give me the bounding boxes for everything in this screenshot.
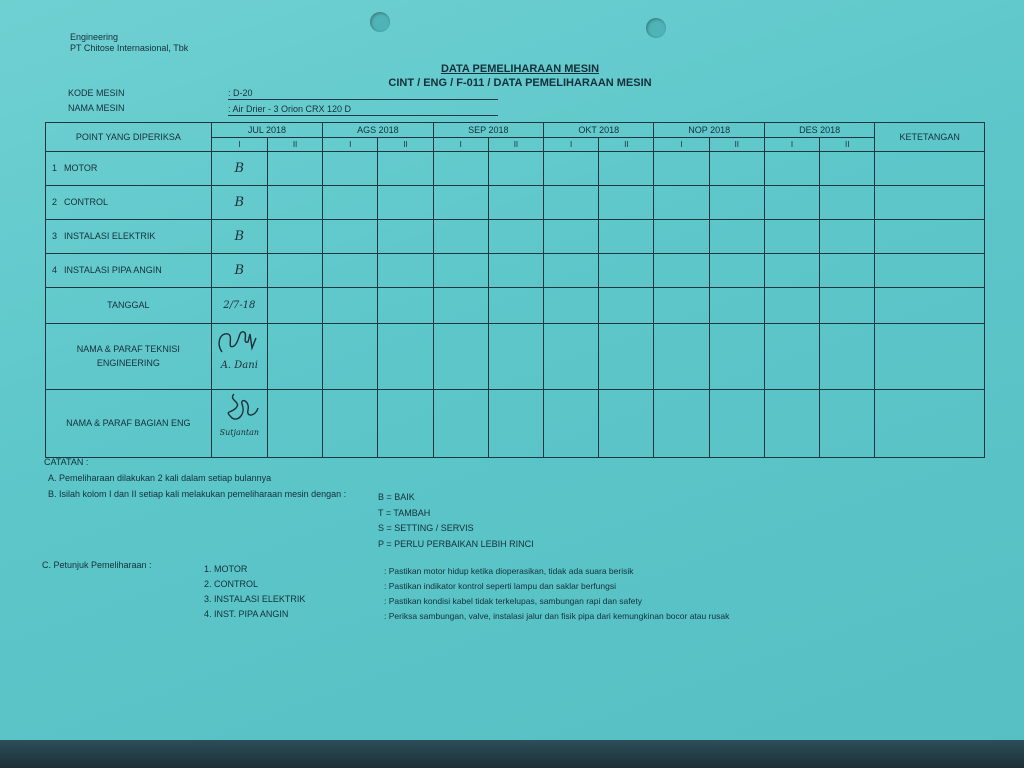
tech-name: A. Dani bbox=[220, 359, 258, 371]
check-cell[interactable] bbox=[544, 219, 599, 253]
half-header: I bbox=[654, 137, 709, 151]
date-cell[interactable] bbox=[764, 287, 819, 323]
table-row bbox=[46, 151, 985, 185]
check-cell[interactable] bbox=[709, 151, 764, 185]
check-cell[interactable] bbox=[654, 219, 709, 253]
check-cell[interactable] bbox=[323, 219, 378, 253]
date-cell[interactable] bbox=[544, 287, 599, 323]
date-cell[interactable] bbox=[654, 287, 709, 323]
remarks-cell[interactable] bbox=[875, 323, 985, 389]
check-cell[interactable] bbox=[764, 219, 819, 253]
desk-edge bbox=[0, 740, 1024, 768]
tech-sign-row bbox=[46, 323, 985, 389]
check-cell[interactable] bbox=[378, 151, 433, 185]
check-cell[interactable] bbox=[378, 219, 433, 253]
guide-item: 1. MOTOR bbox=[204, 564, 248, 574]
machine-code-value: : D-20 bbox=[228, 88, 253, 98]
machine-name-line bbox=[228, 115, 498, 116]
sign-cell[interactable] bbox=[599, 389, 654, 457]
company-block bbox=[70, 32, 188, 54]
table-row bbox=[46, 253, 985, 287]
half-header: II bbox=[267, 137, 322, 151]
sign-cell[interactable] bbox=[488, 389, 543, 457]
punch-hole-right bbox=[646, 18, 666, 38]
machine-name-label: NAMA MESIN bbox=[68, 103, 125, 113]
guide-items bbox=[204, 562, 305, 622]
eng-name: Sutjantan bbox=[219, 427, 259, 437]
tech-signature-cell bbox=[211, 323, 267, 389]
half-header: I bbox=[211, 137, 267, 151]
sign-cell[interactable] bbox=[323, 389, 378, 457]
item-number: 4 bbox=[52, 265, 58, 276]
sign-cell[interactable] bbox=[654, 389, 709, 457]
guide-desc: : Periksa sambungan, valve, instalasi jalur dan fisik pipa dari kemungkinan bocor atau rusak bbox=[384, 611, 730, 621]
item-label bbox=[46, 219, 212, 253]
sign-cell[interactable] bbox=[709, 323, 764, 389]
form-title bbox=[380, 62, 660, 90]
guide-descriptions bbox=[384, 564, 729, 624]
sign-cell[interactable] bbox=[378, 389, 433, 457]
date-cell[interactable] bbox=[267, 287, 322, 323]
company-name: PT Chitose Internasional, Tbk bbox=[70, 43, 189, 53]
check-cell[interactable] bbox=[709, 253, 764, 287]
check-cell[interactable] bbox=[267, 253, 322, 287]
item-name: CONTROL bbox=[64, 197, 109, 208]
half-header: II bbox=[599, 137, 654, 151]
machine-name-value: : Air Drier - 3 Orion CRX 120 D bbox=[228, 104, 352, 114]
half-header: II bbox=[488, 137, 543, 151]
guide-desc: : Pastikan kondisi kabel tidak terkelupas, sambungan rapi dan safety bbox=[384, 596, 642, 606]
check-cell[interactable] bbox=[488, 253, 543, 287]
date-cell[interactable] bbox=[378, 287, 433, 323]
item-name: MOTOR bbox=[64, 163, 98, 174]
sign-cell[interactable] bbox=[488, 323, 543, 389]
item-rows bbox=[46, 151, 985, 457]
check-cell[interactable] bbox=[544, 151, 599, 185]
item-label bbox=[46, 253, 212, 287]
sign-cell[interactable] bbox=[764, 323, 819, 389]
sign-cell[interactable] bbox=[820, 389, 875, 457]
note-b: B. Isilah kolom I dan II setiap kali melakukan pemeliharaan mesin dengan : bbox=[48, 489, 347, 499]
check-cell[interactable] bbox=[709, 219, 764, 253]
sign-cell[interactable] bbox=[599, 323, 654, 389]
date-cell[interactable] bbox=[323, 287, 378, 323]
check-cell[interactable] bbox=[764, 253, 819, 287]
remarks-cell[interactable] bbox=[875, 253, 985, 287]
date-cell[interactable] bbox=[820, 287, 875, 323]
half-header: I bbox=[764, 137, 819, 151]
check-cell[interactable] bbox=[267, 185, 322, 219]
check-cell[interactable] bbox=[267, 219, 322, 253]
date-cell[interactable] bbox=[709, 287, 764, 323]
check-mark: B bbox=[211, 185, 267, 219]
remarks-cell[interactable] bbox=[875, 287, 985, 323]
item-name: INSTALASI ELEKTRIK bbox=[64, 231, 156, 242]
date-cell[interactable] bbox=[488, 287, 543, 323]
check-cell[interactable] bbox=[433, 253, 488, 287]
check-cell[interactable] bbox=[433, 185, 488, 219]
sign-cell[interactable] bbox=[544, 323, 599, 389]
check-cell[interactable] bbox=[599, 185, 654, 219]
check-cell[interactable] bbox=[820, 151, 875, 185]
legend-list bbox=[378, 490, 534, 552]
legend-item: P = PERLU PERBAIKAN LEBIH RINCI bbox=[378, 538, 534, 549]
half-header: II bbox=[709, 137, 764, 151]
sign-cell[interactable] bbox=[764, 389, 819, 457]
date-label: TANGGAL bbox=[46, 287, 212, 323]
check-cell[interactable] bbox=[599, 253, 654, 287]
legend-item: T = TAMBAH bbox=[378, 507, 431, 518]
eng-signature-scribble bbox=[212, 390, 266, 428]
month-header-sep: SEP 2018 bbox=[433, 123, 543, 138]
check-cell[interactable] bbox=[488, 151, 543, 185]
remarks-cell[interactable] bbox=[875, 185, 985, 219]
check-cell[interactable] bbox=[323, 151, 378, 185]
check-cell[interactable] bbox=[378, 185, 433, 219]
item-number: 2 bbox=[52, 197, 58, 208]
half-header: I bbox=[323, 137, 378, 151]
check-cell[interactable] bbox=[599, 219, 654, 253]
sign-cell[interactable] bbox=[820, 323, 875, 389]
half-header: II bbox=[378, 137, 433, 151]
check-cell[interactable] bbox=[433, 219, 488, 253]
check-cell[interactable] bbox=[764, 185, 819, 219]
check-cell[interactable] bbox=[544, 185, 599, 219]
remarks-cell[interactable] bbox=[875, 219, 985, 253]
check-cell[interactable] bbox=[323, 253, 378, 287]
table-row bbox=[46, 219, 985, 253]
guide-desc: : Pastikan indikator kontrol seperti lampu dan saklar berfungsi bbox=[384, 581, 616, 591]
sign-cell[interactable] bbox=[267, 323, 322, 389]
tech-signature-scribble bbox=[212, 324, 266, 360]
check-cell[interactable] bbox=[820, 185, 875, 219]
half-header: I bbox=[544, 137, 599, 151]
check-cell[interactable] bbox=[544, 253, 599, 287]
half-header: I bbox=[433, 137, 488, 151]
form-code: CINT / ENG / F-011 / DATA PEMELIHARAAN MESIN bbox=[388, 77, 652, 89]
note-a: A. Pemeliharaan dilakukan 2 kali dalam setiap bulannya bbox=[48, 473, 272, 483]
item-name: INSTALASI PIPA ANGIN bbox=[64, 265, 162, 276]
check-cell[interactable] bbox=[654, 253, 709, 287]
month-header-nop: NOP 2018 bbox=[654, 123, 764, 138]
sign-cell[interactable] bbox=[323, 323, 378, 389]
sign-cell[interactable] bbox=[378, 323, 433, 389]
remarks-cell[interactable] bbox=[875, 389, 985, 457]
check-cell[interactable] bbox=[488, 185, 543, 219]
date-value: 2/7-18 bbox=[211, 287, 267, 323]
check-cell[interactable] bbox=[433, 151, 488, 185]
sign-cell[interactable] bbox=[267, 389, 322, 457]
title-text: DATA PEMELIHARAAN MESIN bbox=[440, 63, 600, 75]
remarks-cell[interactable] bbox=[875, 151, 985, 185]
eng-signature-cell bbox=[211, 389, 267, 457]
check-cell[interactable] bbox=[378, 253, 433, 287]
machine-code-label: KODE MESIN bbox=[68, 88, 125, 98]
check-cell[interactable] bbox=[654, 151, 709, 185]
remarks-header: KETETANGAN bbox=[875, 123, 985, 152]
date-cell[interactable] bbox=[599, 287, 654, 323]
check-cell[interactable] bbox=[267, 151, 322, 185]
half-header: II bbox=[820, 137, 875, 151]
tech-signature bbox=[212, 324, 267, 389]
tech-sign-label: NAMA & PARAF TEKNISI ENGINEERING bbox=[46, 323, 212, 389]
maintenance-table bbox=[45, 122, 985, 458]
month-header-ags: AGS 2018 bbox=[323, 123, 433, 138]
check-cell[interactable] bbox=[820, 219, 875, 253]
eng-sign-row bbox=[46, 389, 985, 457]
item-number: 1 bbox=[52, 163, 58, 174]
check-cell[interactable] bbox=[820, 253, 875, 287]
guide-item: 2. CONTROL bbox=[204, 579, 259, 589]
machine-code-line bbox=[228, 99, 498, 100]
legend-item: S = SETTING / SERVIS bbox=[378, 523, 474, 533]
eng-signature bbox=[212, 390, 267, 457]
check-cell[interactable] bbox=[764, 151, 819, 185]
dept-name: Engineering bbox=[70, 32, 119, 42]
sign-cell[interactable] bbox=[709, 389, 764, 457]
check-cell[interactable] bbox=[488, 219, 543, 253]
month-header-des: DES 2018 bbox=[764, 123, 874, 138]
check-mark: B bbox=[211, 253, 267, 287]
notes-heading: CATATAN : bbox=[44, 457, 89, 467]
header-row-months bbox=[46, 123, 985, 138]
legend-item: B = BAIK bbox=[378, 492, 415, 502]
month-header-okt: OKT 2018 bbox=[544, 123, 654, 138]
check-cell[interactable] bbox=[323, 185, 378, 219]
point-header: POINT YANG DIPERIKSA bbox=[46, 123, 212, 152]
item-label bbox=[46, 151, 212, 185]
check-mark: B bbox=[211, 219, 267, 253]
table-row bbox=[46, 185, 985, 219]
guide-item: 4. INST. PIPA ANGIN bbox=[204, 609, 289, 619]
eng-sign-label: NAMA & PARAF BAGIAN ENG bbox=[46, 389, 212, 457]
sign-cell[interactable] bbox=[654, 323, 709, 389]
punch-hole-left bbox=[370, 12, 390, 32]
check-cell[interactable] bbox=[654, 185, 709, 219]
check-cell[interactable] bbox=[599, 151, 654, 185]
item-number: 3 bbox=[52, 231, 58, 242]
sign-cell[interactable] bbox=[544, 389, 599, 457]
date-row bbox=[46, 287, 985, 323]
check-cell[interactable] bbox=[709, 185, 764, 219]
sign-cell[interactable] bbox=[433, 389, 488, 457]
item-label bbox=[46, 185, 212, 219]
guide-item: 3. INSTALASI ELEKTRIK bbox=[204, 594, 306, 604]
guide-heading: C. Petunjuk Pemeliharaan : bbox=[42, 560, 152, 570]
guide-desc: : Pastikan motor hidup ketika dioperasikan, tidak ada suara berisik bbox=[384, 566, 634, 576]
sign-cell[interactable] bbox=[433, 323, 488, 389]
date-cell[interactable] bbox=[433, 287, 488, 323]
check-mark: B bbox=[211, 151, 267, 185]
month-header-jul: JUL 2018 bbox=[211, 123, 322, 138]
